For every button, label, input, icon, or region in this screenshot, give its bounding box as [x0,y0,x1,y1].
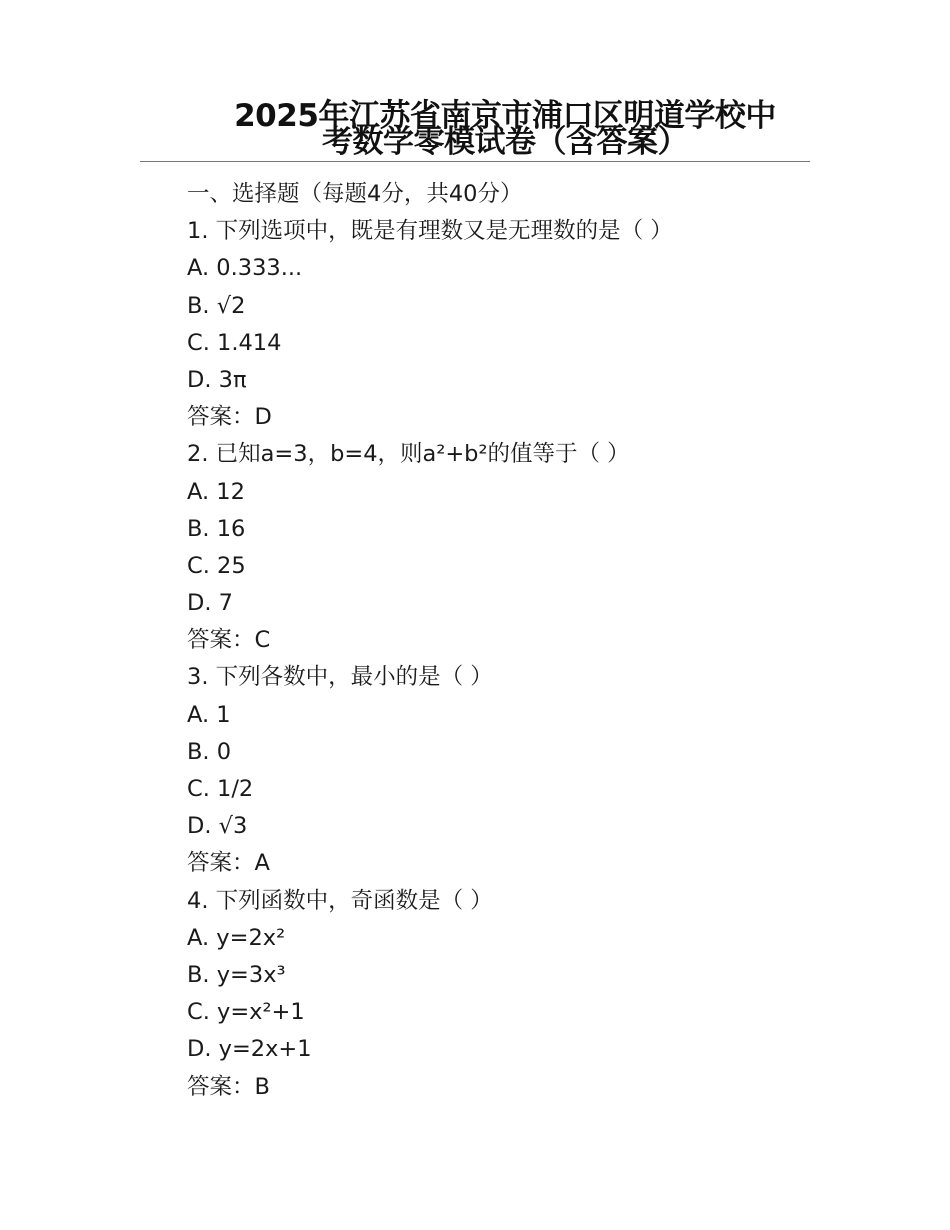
option-c: C. 1/2 [187,776,254,802]
question-4 [187,883,827,1106]
answer-line: 答案：A [187,850,270,877]
question-stem: 2. 已知a=3，b=4，则a²+b²的值等于（ ） [187,441,630,468]
option-d: D. 3π [187,366,247,393]
answer-line: 答案：C [187,627,271,654]
question-stem: 1. 下列选项中，既是有理数又是无理数的是（ ） [187,218,673,245]
option-c: C. 25 [187,552,246,579]
option-a: A. 12 [187,478,245,505]
option-a: A. 0.333... [187,255,303,282]
question-2 [187,436,827,659]
option-d: D. y=2x+1 [187,1036,312,1063]
question-stem: 4. 下列函数中，奇函数是（ ） [187,887,493,914]
option-a: A. 1 [187,701,231,728]
question-3 [187,659,827,882]
answer-line: 答案：D [187,404,272,431]
option-b: B. √2 [187,292,246,319]
option-a: A. y=2x² [187,924,286,951]
document-title [140,98,810,161]
option-b: B. y=3x³ [187,961,286,988]
option-d: D. 7 [187,590,233,617]
title-line-2: 考数学零模试卷（含答案） [322,124,688,160]
question-stem: 3. 下列各数中，最小的是（ ） [187,664,493,691]
document-body [187,176,827,1106]
section-heading: 一、选择题（每题4分，共40分） [187,181,523,207]
question-1 [187,213,827,436]
title-line-1: 2025年江苏省南京市浦口区明道学校中 [234,98,776,134]
option-d: D. √3 [187,813,248,840]
option-b: B. 16 [187,515,246,542]
answer-line: 答案：B [187,1073,270,1100]
option-c: C. 1.414 [187,329,282,356]
title-text [145,98,865,160]
option-c: C. y=x²+1 [187,999,305,1026]
title-underline [140,161,810,162]
option-b: B. 0 [187,738,232,765]
